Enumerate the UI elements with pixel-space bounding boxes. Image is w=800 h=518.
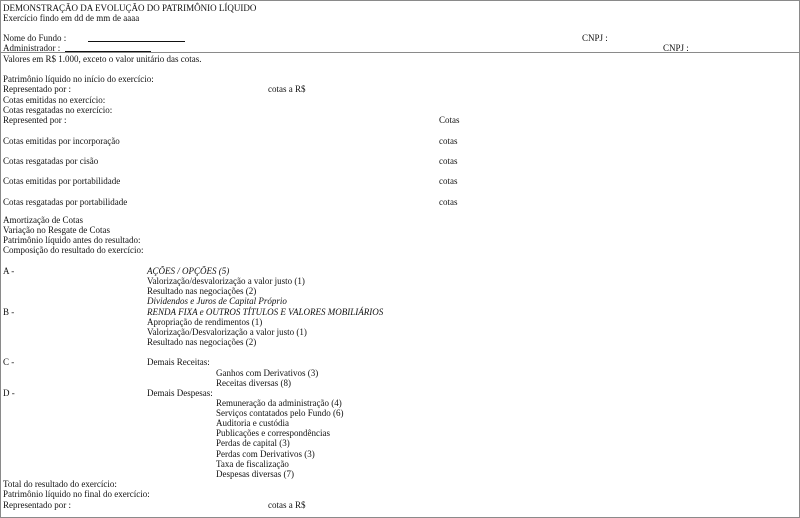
section-d-item: Perdas de capital (3) [216, 438, 290, 448]
section-a-item: Valorização/desvalorização a valor justo (1) [147, 276, 305, 286]
portability-redeemed: Cotas resgatadas por portabilidade [3, 197, 128, 207]
section-d-item: Taxa de fiscalização [216, 459, 289, 469]
spinoff-redeemed: Cotas resgatadas por cisão [3, 156, 99, 166]
section-c-heading: Demais Receitas: [147, 357, 210, 367]
quotas-issued: Cotas emitidas no exercício: [3, 95, 106, 105]
section-d-marker: D - [3, 388, 15, 398]
exercise-period: Exercício findo em dd de mm de aaaa [3, 13, 140, 23]
section-a-dividends: Dividendos e Juros de Capital Próprio [147, 296, 287, 306]
administrator-cnpj-label: CNPJ : [663, 43, 689, 53]
portability-issued-unit: cotas [439, 176, 458, 186]
section-d-item: Despesas diversas (7) [216, 469, 294, 479]
opening-represented-by: Representado por : [3, 84, 71, 94]
section-b-marker: B - [3, 307, 15, 317]
movements-represented-by: Represented por : [3, 115, 67, 125]
pre-result-equity: Patrimônio líquido antes do resultado: [3, 235, 141, 245]
administrator-label: Administrador : [3, 43, 61, 53]
amortization: Amortização de Cotas [3, 215, 83, 225]
header-divider [1, 52, 799, 53]
closing-quotas-unit: cotas a R$ [268, 500, 306, 510]
final-equity: Patrimônio líquido no final do exercício: [3, 489, 150, 499]
fund-name-label: Nome do Fundo : [3, 33, 67, 43]
portability-redeemed-unit: cotas [439, 197, 458, 207]
total-result: Total do resultado do exercício: [3, 479, 117, 489]
section-a-item: Resultado nas negociações (2) [147, 286, 257, 296]
section-c-item: Ganhos com Derivativos (3) [216, 368, 319, 378]
movements-quotas: Cotas [439, 115, 460, 125]
closing-represented-by: Representado por : [3, 500, 71, 510]
section-b-heading: RENDA FIXA e OUTROS TÍTULOS E VALORES MOBILIÁRIOS [147, 307, 384, 317]
incorporation-issued: Cotas emitidas por incorporação [3, 136, 120, 146]
section-d-item: Serviços contatados pelo Fundo (6) [216, 408, 344, 418]
fund-cnpj-label: CNPJ : [582, 33, 608, 43]
spinoff-unit: cotas [439, 156, 458, 166]
section-a-heading: AÇÕES / OPÇÕES (5) [147, 266, 230, 276]
redemption-variation: Variação no Resgate de Cotas [3, 225, 110, 235]
opening-quotas-unit: cotas a R$ [268, 84, 306, 94]
section-d-item: Publicações e correspondências [216, 428, 330, 438]
quotas-redeemed: Cotas resgatadas no exercício: [3, 105, 113, 115]
result-composition: Composição do resultado do exercício: [3, 245, 144, 255]
section-c-item: Receitas diversas (8) [216, 378, 291, 388]
section-d-heading: Demais Despesas: [147, 388, 213, 398]
section-d-item: Perdas com Derivativos (3) [216, 449, 315, 459]
document-title: DEMONSTRAÇÃO DA EVOLUÇÃO DO PATRIMÔNIO LÍQUIDO [3, 3, 257, 13]
section-b-item: Resultado nas negociações (2) [147, 337, 257, 347]
section-b-item: Valorização/Desvalorização a valor justo (1) [147, 327, 307, 337]
section-b-item: Apropriação de rendimentos (1) [147, 317, 263, 327]
section-d-item: Auditoria e custódia [216, 418, 289, 428]
section-a-marker: A - [3, 266, 15, 276]
opening-equity: Patrimônio líquido no início do exercício: [3, 74, 154, 84]
values-note: Valores em R$ 1.000, exceto o valor unitário das cotas. [3, 54, 202, 64]
incorporation-unit: cotas [439, 136, 458, 146]
section-c-marker: C - [3, 357, 15, 367]
portability-issued: Cotas emitidas por portabilidade [3, 176, 121, 186]
section-d-item: Remuneração da administração (4) [216, 398, 342, 408]
